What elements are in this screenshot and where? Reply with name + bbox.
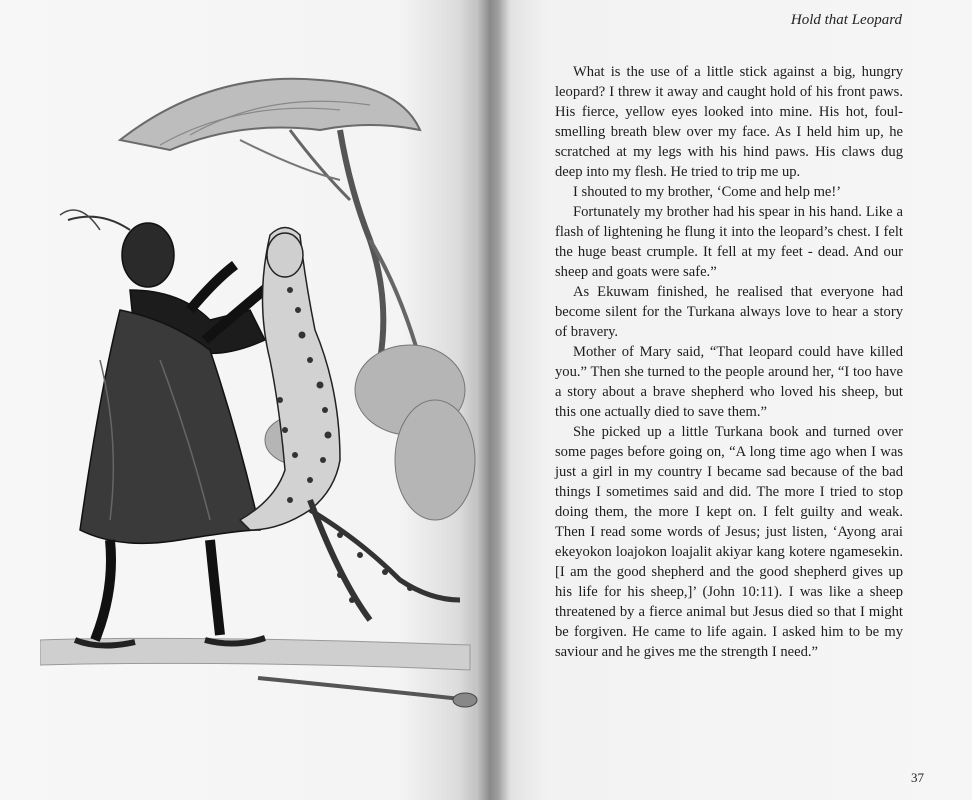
page-number: 37 bbox=[911, 770, 924, 785]
stick bbox=[258, 678, 470, 700]
running-head: Hold that Leopard bbox=[790, 12, 902, 28]
paragraph: Fortunately my brother had his spear in his hand. Like a flash of lightening he flung it into the leopard’s chest. I felt the huge beast crumple. It fell at my feet - dead. And our sheep and goats were safe.” bbox=[555, 204, 903, 280]
body-text bbox=[555, 62, 903, 662]
paragraph: As Ekuwam finished, he realised that everyone had become silent for the Turkana always love to hear a story of bravery. bbox=[555, 284, 903, 340]
paragraph: I shouted to my brother, ‘Come and help me!’ bbox=[573, 184, 842, 200]
paragraph: Mother of Mary said, “That leopard could have killed you.” Then she turned to the people around her, “I too have a story about a brave shepherd who loved his sheep, but this one actually died to save them.” bbox=[555, 344, 903, 420]
paragraph: What is the use of a little stick against a big, hungry leopard? I threw it away and caught hold of his front paws. His fierce, yellow eyes looked into mine. His hot, foul-smelling breath blew over my face. As I held him up, he scratched at my legs with his hind paws. His claws dug deep into my flesh. He tried to trip me up. bbox=[555, 64, 903, 180]
man-figure bbox=[60, 210, 270, 646]
leopard-fight-illustration bbox=[40, 60, 490, 720]
paragraph: She picked up a little Turkana book and turned over some pages before going on, “A long time ago when I was just a girl in my country I became sad because of the bad things I sometimes said and did. The more I tried to stop doing them, the more I kept on. I felt guilty and weak. Then I read some words of Jesus; just listen, ‘Ayong arai ekeyokon loajokon loajalit akiyar kang kotere ngamesekin. [I am the good shepherd and the good shepherd gives up his life for his sheep,]’ (John 10:11). I was like a sheep threatened by a fierce animal but Jesus died so that I might be forgiven. He came to life again. I asked him to be my saviour and he gives me the strength I need.” bbox=[555, 424, 903, 660]
